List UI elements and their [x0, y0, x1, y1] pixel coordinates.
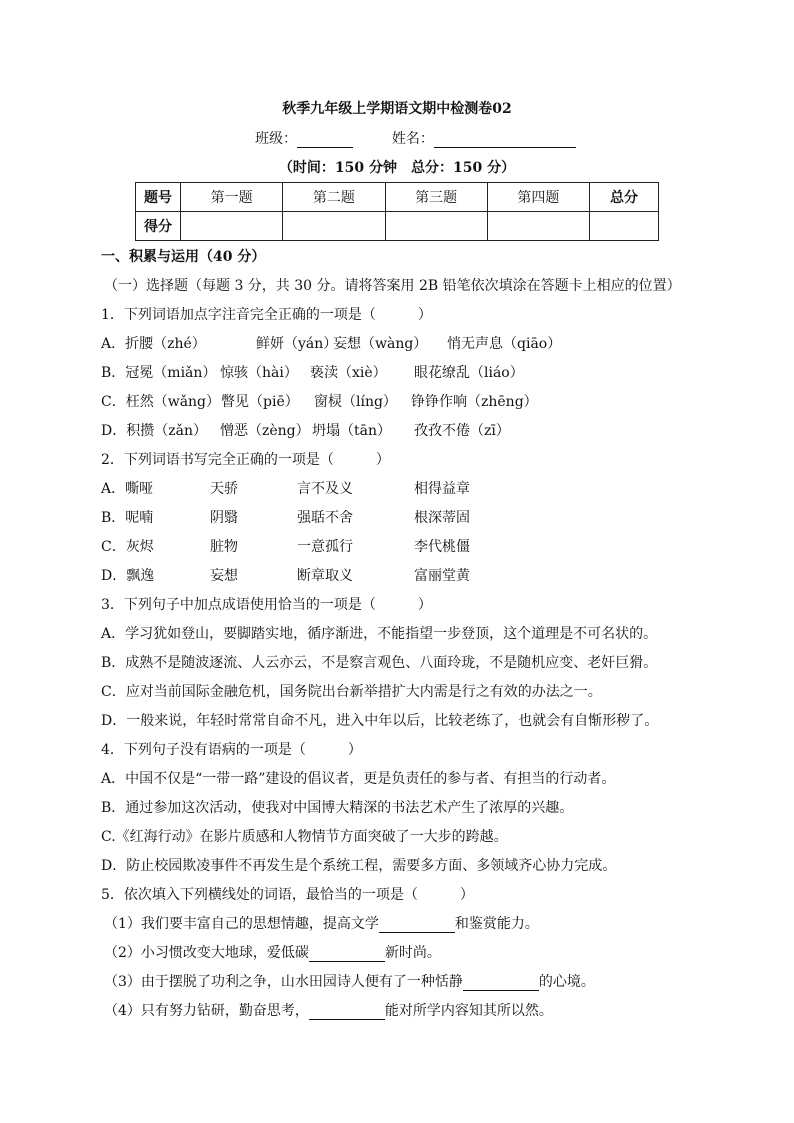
fill-blank: [379, 918, 455, 933]
option-b: B．呢喃: [101, 510, 154, 526]
score-empty-cell: [590, 212, 659, 241]
class-label: 班级：: [255, 131, 297, 147]
score-cell: 第三题: [385, 183, 487, 212]
option-d: D．防止校园欺凌事件不再发生是个系统工程，需要多方面、多领域齐心协力完成。: [101, 858, 617, 874]
option-c: C．灰烬: [101, 539, 154, 555]
name-blank: [434, 133, 576, 148]
score-cell: 第四题: [487, 183, 589, 212]
score-table: [135, 182, 659, 241]
option-a-word: 悄无声息（qiāo）: [447, 336, 562, 352]
option-c-word: 脏物: [210, 539, 238, 555]
option-d: D．一般来说，年轻时常常自命不凡，进入中年以后，比较老练了，也就会有自惭形秽了。: [101, 713, 659, 729]
score-cell: 总分: [590, 183, 659, 212]
option-a-word: 妄想（wàng）: [333, 336, 428, 352]
question-stem-text: 3．下列句子中加点成语使用恰当的一项是（: [101, 597, 376, 613]
question-stem: [101, 741, 362, 759]
option-b: B．冠冕（miǎn）: [101, 365, 217, 381]
option-a: A．学习犹如登山，要脚踏实地，循序渐进，不能指望一步登顶，这个道理是不可名状的。: [101, 626, 658, 642]
score-table-score-row: [136, 212, 659, 241]
score-cell: 第二题: [283, 183, 385, 212]
option-c: C．枉然（wǎng）: [101, 394, 221, 410]
question-paren-close: ）: [375, 452, 390, 468]
fill-item-text: 和鉴赏能力。: [454, 916, 539, 932]
fill-item-text: 新时尚。: [384, 945, 441, 961]
option-d: D．飘逸: [101, 568, 155, 584]
fill-item-text: （2）小习惯改变大地球，爱低碳: [104, 945, 309, 961]
question-stem-text: 2．下列词语书写完全正确的一项是（: [101, 452, 334, 468]
option-b-word: 眼花缭乱（liáo）: [414, 365, 524, 381]
student-info-line: [255, 128, 576, 148]
fill-item-text: 的心境。: [538, 974, 595, 990]
option-c-word: 铮铮作响（zhēng）: [411, 394, 538, 410]
option-d: D．积攒（zǎn）: [101, 423, 207, 439]
option-d-word: 断章取义: [297, 568, 353, 584]
option-a-word: 言不及义: [297, 481, 353, 497]
option-d-word: 妄想: [210, 568, 238, 584]
option-d-word: 富丽堂黄: [414, 568, 470, 584]
option-c-word: 李代桃僵: [414, 539, 470, 555]
option-a-word: 相得益章: [414, 481, 470, 497]
option-a: A．嘶哑: [101, 481, 154, 497]
option-c: C．应对当前国际金融危机，国务院出台新举措扩大内需是行之有效的办法之一。: [101, 684, 602, 700]
option-c-word: 瞥见（piē）: [221, 394, 299, 410]
question-stem: [101, 596, 432, 614]
option-d-word: 孜孜不倦（zī）: [414, 423, 510, 439]
option-a-word: 鲜妍（yán）: [256, 336, 338, 352]
score-empty-cell: [487, 212, 589, 241]
question-paren-close: ）: [417, 307, 432, 323]
question-stem: [101, 306, 432, 324]
score-empty-cell: [385, 212, 487, 241]
score-table-header-row: [136, 183, 659, 212]
question-stem: [101, 451, 390, 469]
exam-title: 秋季九年级上学期语文期中检测卷02: [282, 101, 512, 117]
name-label: 姓名：: [391, 131, 434, 147]
question-paren-close: ）: [417, 597, 432, 613]
fill-item: [104, 973, 595, 991]
question-stem: [101, 886, 474, 904]
option-b-word: 根深蒂固: [414, 510, 470, 526]
fill-blank: [309, 1005, 385, 1020]
option-d-word: 坍塌（tān）: [312, 423, 391, 439]
score-empty-cell: [181, 212, 283, 241]
option-b-word: 惊骇（hài）: [220, 365, 298, 381]
question-paren-close: ）: [347, 742, 362, 758]
option-a: A．折腰（zhé）: [101, 336, 206, 352]
fill-item: [104, 944, 441, 962]
question-paren-close: ）: [459, 887, 474, 903]
option-a-word: 天骄: [210, 481, 238, 497]
fill-item-text: （4）只有努力钻研，勤奋思考，: [104, 1003, 309, 1019]
fill-blank: [309, 947, 385, 962]
option-b-word: 阴翳: [210, 510, 238, 526]
fill-item: [104, 1002, 553, 1020]
option-c-word: 一意孤行: [297, 539, 353, 555]
option-b-word: 亵渎（xiè）: [310, 365, 387, 381]
score-empty-cell: [283, 212, 385, 241]
option-c: C.《红海行动》在影片质感和人物情节方面突破了一大步的跨越。: [101, 829, 508, 845]
fill-blank: [463, 976, 539, 991]
score-cell: 题号: [136, 183, 181, 212]
option-b-word: 强聒不舍: [297, 510, 353, 526]
option-b: B．成熟不是随波逐流、人云亦云，不是察言观色、八面玲珑，不是随机应变、老奸巨猾。: [101, 655, 658, 671]
fill-item-text: （1）我们要丰富自己的思想情趣，提高文学: [104, 916, 379, 932]
fill-item-text: （3）由于摆脱了功利之争，山水田园诗人便有了一种恬静: [104, 974, 463, 990]
class-blank: [297, 133, 353, 148]
fill-item-text: 能对所学内容知其所以然。: [384, 1003, 553, 1019]
option-a: A．中国不仅是“一带一路”建设的倡议者，更是负责任的参与者、有担当的行动者。: [101, 771, 616, 787]
option-c-word: 窗棂（líng）: [314, 394, 397, 410]
section-heading: 一、积累与运用（40 分）: [101, 249, 266, 265]
score-row-header: 得分: [136, 212, 181, 241]
score-cell: 第一题: [181, 183, 283, 212]
time-info: （时间：150 分钟 总分：150 分）: [278, 160, 516, 176]
option-b: B．通过参加这次活动，使我对中国博大精深的书法艺术产生了浓厚的兴趣。: [101, 800, 574, 816]
option-d-word: 憎恶（zèng）: [220, 423, 310, 439]
question-stem-text: 1．下列词语加点字注音完全正确的一项是（: [101, 307, 376, 323]
question-stem-text: 5．依次填入下列横线处的词语，最恰当的一项是（: [101, 887, 418, 903]
section-subheading: （一）选择题（每题 3 分，共 30 分。请将答案用 2B 铅笔依次填涂在答题卡上相应的位置）: [104, 278, 681, 294]
fill-item: [104, 915, 539, 933]
question-stem-text: 4．下列句子没有语病的一项是（: [101, 742, 306, 758]
